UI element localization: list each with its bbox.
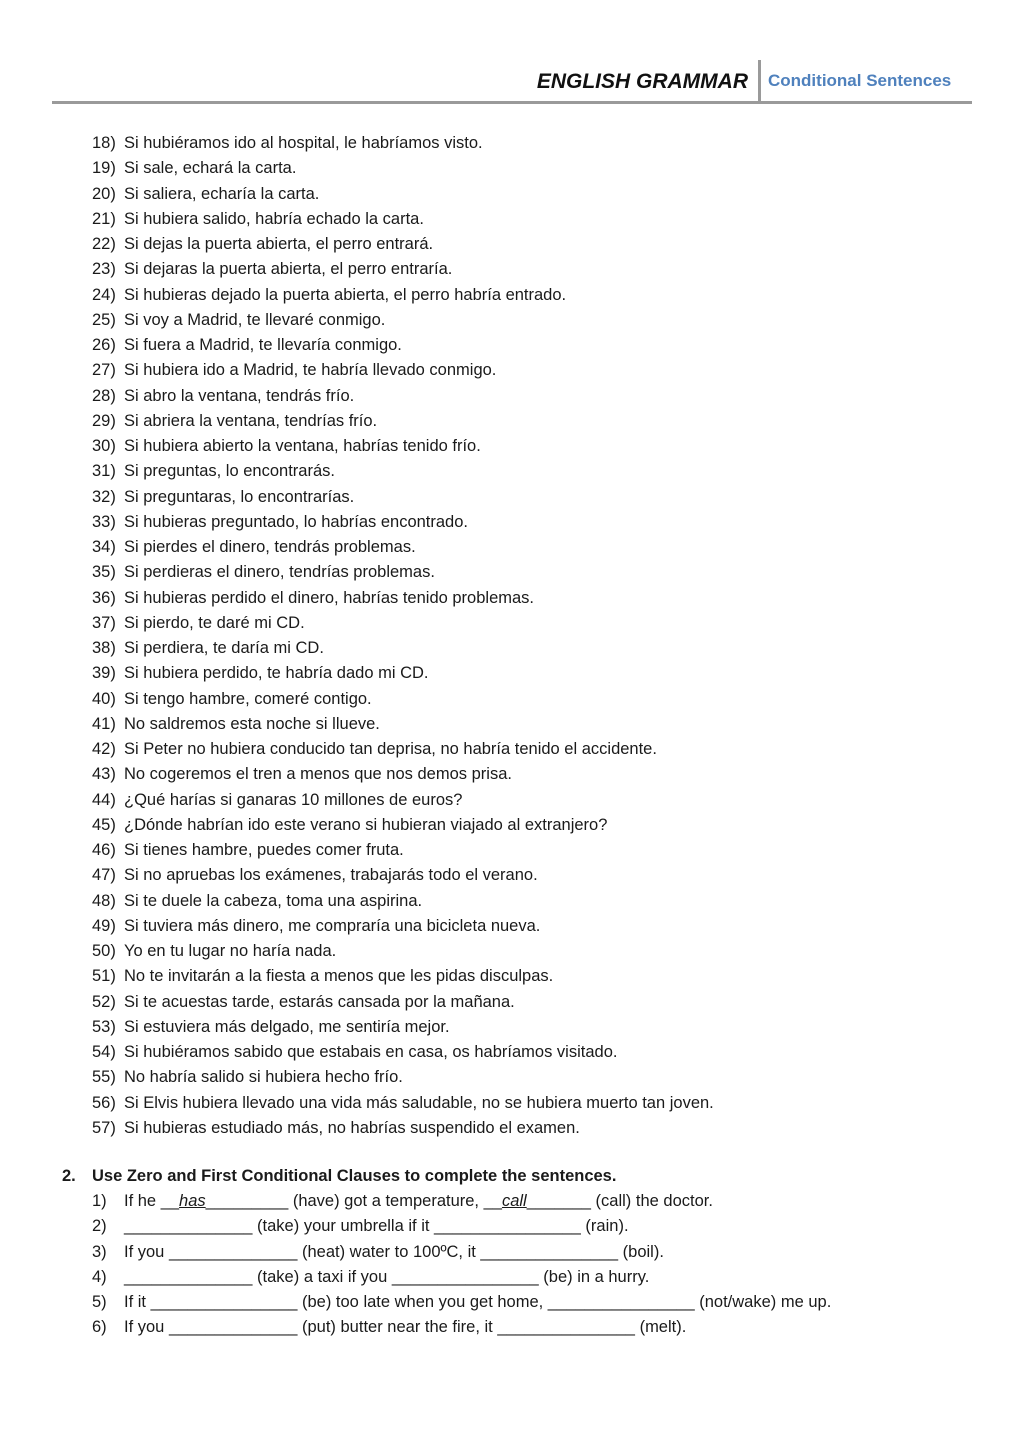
exercise-list [62, 1189, 831, 1341]
sentence-text: Si hubiera salido, habría echado la carta. [124, 209, 424, 228]
exercise-item [92, 1315, 831, 1340]
sentence-text: Si preguntas, lo encontrarás. [124, 462, 335, 481]
sentence-item [92, 207, 714, 232]
exercise-item [92, 1189, 831, 1214]
sentence-text: Si pierdes el dinero, tendrás problemas. [124, 538, 416, 556]
sentence-item [92, 1015, 714, 1040]
sentence-number: 32) [92, 487, 116, 506]
sentence-number: 26) [92, 336, 116, 354]
sentence-item [92, 333, 714, 358]
sentence-text: Si te acuestas tarde, estarás cansada por la mañana. [124, 992, 515, 1011]
exercise-number: 5) [92, 1293, 107, 1312]
sentence-number: 44) [92, 790, 116, 809]
header-separator [758, 60, 761, 101]
sentence-text: Si hubiera perdido, te habría dado mi CD. [124, 664, 429, 683]
sentence-item [92, 1065, 714, 1090]
sentence-text: Si hubieras perdido el dinero, habrías tenido problemas. [124, 588, 535, 607]
exercise-number: 3) [92, 1242, 107, 1261]
sentence-item [92, 964, 714, 989]
sentence-number: 46) [92, 841, 116, 859]
sentence-number: 37) [92, 613, 116, 632]
sentence-number: 55) [92, 1068, 116, 1087]
sentence-text: Si abriera la ventana, tendrías frío. [124, 411, 378, 430]
sentence-number: 23) [92, 260, 116, 279]
sentence-number: 49) [92, 916, 116, 935]
sentence-text: Si voy a Madrid, te llevaré conmigo. [124, 310, 386, 329]
sentence-text: Si no apruebas los exámenes, trabajarás todo el verano. [124, 866, 538, 885]
sentence-text: Si hubieras estudiado más, no habrías suspendido el examen. [124, 1118, 580, 1137]
sentence-number: 27) [92, 361, 116, 380]
sentence-text: ¿Dónde habrían ido este verano si hubieran viajado al extranjero? [124, 815, 608, 834]
sentence-number: 18) [92, 134, 116, 152]
sentence-text: Si dejaras la puerta abierta, el perro entraría. [124, 260, 453, 279]
sentence-item [92, 358, 714, 383]
exercise-item [92, 1265, 831, 1290]
exercise-text: _______ (call) the doctor. [526, 1192, 713, 1210]
sentence-number: 47) [92, 866, 116, 885]
sentence-item [92, 156, 714, 181]
sentence-item [92, 863, 714, 888]
sentence-item [92, 813, 714, 838]
sentence-number: 48) [92, 891, 116, 910]
sentence-text: Si hubiera ido a Madrid, te habría llevado conmigo. [124, 361, 497, 380]
exercise-text: If you ______________ (heat) water to 100ºC, it _______________ (boil). [124, 1242, 664, 1261]
exercise-item [92, 1290, 831, 1315]
sentence-text: Si Peter no hubiera conducido tan deprisa, no habría tenido el accidente. [124, 740, 657, 758]
sentence-number: 50) [92, 942, 116, 960]
exercise-number: 4) [92, 1267, 107, 1286]
sentence-item [92, 1116, 714, 1141]
sentence-number: 57) [92, 1118, 116, 1137]
header-rule [52, 101, 972, 104]
sentence-text: Yo en tu lugar no haría nada. [124, 942, 337, 960]
sentence-text: No cogeremos el tren a menos que nos demos prisa. [124, 765, 512, 784]
exercise-answer: has [179, 1192, 206, 1210]
page-header [52, 58, 972, 104]
sentence-text: Si estuviera más delgado, me sentiría mejor. [124, 1017, 450, 1036]
exercise-text: If he __ [124, 1192, 180, 1210]
sentence-text: ¿Qué harías si ganaras 10 millones de euros? [124, 790, 463, 809]
sentence-number: 28) [92, 386, 116, 405]
sentence-list [92, 131, 714, 1141]
exercise-text: ______________ (take) a taxi if you ________________ (be) in a hurry. [124, 1267, 650, 1286]
sentence-number: 21) [92, 209, 116, 228]
sentence-number: 24) [92, 285, 116, 304]
sentence-item [92, 535, 714, 560]
sentence-number: 36) [92, 588, 116, 607]
exercise-number: 2) [92, 1217, 107, 1236]
sentence-item [92, 687, 714, 712]
sentence-text: Si hubiéramos sabido que estabais en casa, os habríamos visitado. [124, 1043, 618, 1061]
sentence-text: Si Elvis hubiera llevado una vida más saludable, no se hubiera muerto tan joven. [124, 1093, 714, 1112]
sentence-item [92, 990, 714, 1015]
exercise-text: If it ________________ (be) too late when you get home, ________________ (not/wake) me up. [124, 1293, 832, 1312]
sentence-number: 41) [92, 714, 116, 733]
exercise-number: 6) [92, 1318, 107, 1337]
exercise-text: ______________ (take) your umbrella if it ________________ (rain). [124, 1217, 629, 1236]
sentence-number: 25) [92, 310, 116, 329]
sentence-item [92, 939, 714, 964]
sentence-item [92, 611, 714, 636]
sentence-text: Si sale, echará la carta. [124, 159, 297, 178]
sentence-item [92, 788, 714, 813]
sentence-text: Si preguntaras, lo encontrarías. [124, 487, 355, 506]
sentence-item [92, 1091, 714, 1116]
sentence-text: Si perdieras el dinero, tendrías problemas. [124, 563, 435, 582]
sentence-text: Si hubiéramos ido al hospital, le habríamos visto. [124, 134, 483, 152]
exercise-number: 1) [92, 1192, 107, 1210]
sentence-number: 29) [92, 411, 116, 430]
section-heading-text: Use Zero and First Conditional Clauses to complete the sentences. [92, 1167, 617, 1185]
section-number: 2. [62, 1167, 76, 1185]
sentence-number: 31) [92, 462, 116, 481]
exercise-item [92, 1214, 831, 1239]
sentence-item [92, 459, 714, 484]
sentence-item [92, 409, 714, 434]
sentence-item [92, 737, 714, 762]
exercise-answer: call [501, 1192, 527, 1210]
sentence-number: 34) [92, 538, 116, 556]
sentence-text: Si saliera, echaría la carta. [124, 184, 320, 203]
sentence-item [92, 914, 714, 939]
section-2-heading [62, 1163, 831, 1189]
sentence-number: 33) [92, 512, 116, 531]
sentence-number: 19) [92, 159, 116, 178]
sentence-item [92, 232, 714, 257]
sentence-item [92, 762, 714, 787]
header-title: ENGLISH GRAMMAR [536, 70, 748, 93]
sentence-item [92, 308, 714, 333]
sentence-text: Si tienes hambre, puedes comer fruta. [124, 841, 404, 859]
sentence-text: Si te duele la cabeza, toma una aspirina. [124, 891, 423, 910]
sentence-item [92, 636, 714, 661]
sentence-item [92, 131, 714, 156]
sentence-item [92, 182, 714, 207]
sentence-item [92, 485, 714, 510]
sentence-text: Si perdiera, te daría mi CD. [124, 639, 324, 657]
exercise-text: _________ (have) got a temperature, __ [205, 1192, 502, 1210]
sentence-number: 56) [92, 1093, 116, 1112]
sentence-text: Si hubieras dejado la puerta abierta, el perro habría entrado. [124, 285, 567, 304]
sentence-item [92, 586, 714, 611]
sentence-item [92, 510, 714, 535]
sentence-number: 43) [92, 765, 116, 784]
sentence-text: No saldremos esta noche si llueve. [124, 714, 380, 733]
sentence-number: 51) [92, 967, 116, 986]
sentence-number: 40) [92, 689, 116, 708]
sentence-number: 45) [92, 815, 116, 834]
sentence-number: 53) [92, 1017, 116, 1036]
sentence-item [92, 384, 714, 409]
sentence-item [92, 434, 714, 459]
sentence-number: 22) [92, 235, 116, 253]
sentence-text: No te invitarán a la fiesta a menos que les pidas disculpas. [124, 967, 554, 986]
sentence-item [92, 661, 714, 686]
sentence-text: Si dejas la puerta abierta, el perro entrará. [124, 235, 434, 253]
sentence-text: Si hubieras preguntado, lo habrías encontrado. [124, 512, 468, 531]
sentence-number: 42) [92, 740, 116, 758]
section-2 [62, 1163, 831, 1341]
sentence-item [92, 1040, 714, 1065]
exercise-item [92, 1240, 831, 1265]
sentence-text: Si fuera a Madrid, te llevaría conmigo. [124, 336, 402, 354]
sentence-number: 38) [92, 639, 116, 657]
sentence-item [92, 838, 714, 863]
sentence-item [92, 889, 714, 914]
sentence-text: Si hubiera abierto la ventana, habrías tenido frío. [124, 437, 481, 455]
sentence-item [92, 560, 714, 585]
sentence-number: 54) [92, 1043, 116, 1061]
sentence-item [92, 283, 714, 308]
sentence-number: 30) [92, 437, 116, 455]
sentence-number: 52) [92, 992, 116, 1011]
sentence-number: 39) [92, 664, 116, 683]
sentence-item [92, 712, 714, 737]
sentence-item [92, 257, 714, 282]
header-subtitle: Conditional Sentences [768, 71, 952, 90]
sentence-text: No habría salido si hubiera hecho frío. [124, 1068, 403, 1087]
sentence-text: Si abro la ventana, tendrás frío. [124, 386, 355, 405]
sentence-text: Si pierdo, te daré mi CD. [124, 613, 305, 632]
sentence-text: Si tuviera más dinero, me compraría una bicicleta nueva. [124, 916, 541, 935]
exercise-text: If you ______________ (put) butter near the fire, it _______________ (melt). [124, 1318, 687, 1337]
sentence-number: 35) [92, 563, 116, 582]
sentence-text: Si tengo hambre, comeré contigo. [124, 689, 372, 708]
sentence-number: 20) [92, 184, 116, 203]
